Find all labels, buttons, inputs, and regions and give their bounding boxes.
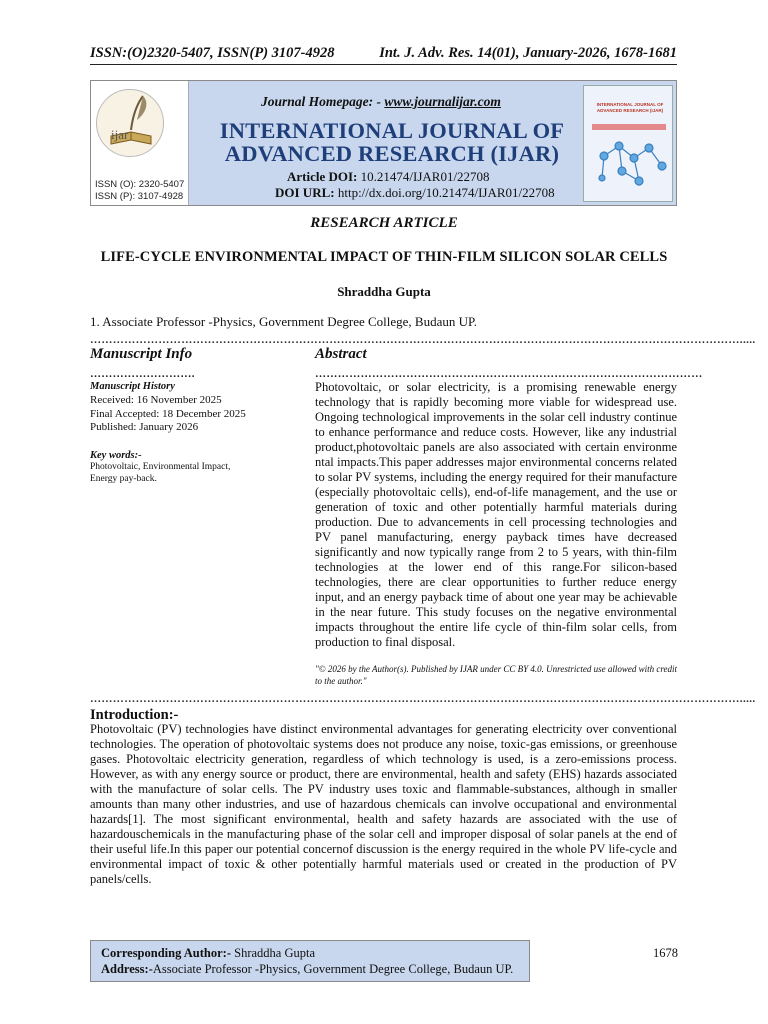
article-doi-value: 10.21474/IJAR01/22708 — [360, 169, 490, 184]
abstract-heading: Abstract — [315, 346, 367, 362]
logo-issn-print: ISSN (P): 3107-4928 — [95, 191, 184, 202]
journal-homepage — [261, 94, 501, 110]
homepage-link[interactable]: www.journalijar.com — [384, 94, 501, 109]
homepage-label: Journal Homepage: - — [261, 94, 385, 109]
doi-url-link[interactable]: http://dx.doi.org/10.21474/IJAR01/22708 — [337, 185, 555, 200]
published-date: Published: January 2026 — [90, 421, 199, 433]
journal-cover-thumbnail — [583, 85, 673, 202]
cover-title: INTERNATIONAL JOURNAL OF ADVANCED RESEARCH (IJAR) — [596, 102, 664, 113]
journal-banner — [90, 80, 677, 206]
doi-url — [275, 185, 555, 201]
abstract-text: Photovoltaic, or solar electricity, is a promising renewable energy technology that is rapidly becoming more viable for widespread use. Ongoing technological improvements in the solar cell industry continue to enhance performance and reduce costs. However, like any industrial product,photovoltaic panels are also associated with certain environme ntal impacts.This paper addresses major environmental concerns related to solar PV systems, including the energy required for their manufacture (especially photovoltaic cells), end-of-life management, and the use or generation of toxic and other potentially harmful materials during production. Due to advancements in cell processing technologies and PV panel manufacturing, energy payback times have decreased significantly and now typically range from 2 to 5 years, with thin-film technologies at the lower end of this range.For silicon-based technologies, there are clear opportunities to further reduce energy input, and an energy payback time of about one year may be achievable in the near future. This study focuses on the negative environmental impacts throughout the entire life cycle of thin-film solar cells, from production to final disposal. — [315, 380, 677, 649]
author-affiliation: 1. Associate Professor -Physics, Government Degree College, Budaun UP. — [90, 314, 478, 329]
header-citation: Int. J. Adv. Res. 14(01), January-2026, 1678-1681 — [379, 45, 677, 61]
logo-text: ijar — [111, 127, 129, 142]
introduction-heading: Introduction:- — [90, 707, 179, 723]
accepted-date: Final Accepted: 18 December 2025 — [90, 408, 246, 420]
author-name: Shraddha Gupta — [337, 284, 431, 299]
manuscript-info-heading: Manuscript Info — [90, 346, 193, 362]
header-rule — [90, 64, 677, 65]
abstract-dots: ………………………………………………………………………………………… — [315, 368, 703, 380]
received-date: Received: 16 November 2025 — [90, 394, 222, 406]
copyright-notice: "© 2026 by the Author(s). Published by IJAR under CC BY 4.0. Unrestricted use allowed with credit to the author." — [315, 664, 677, 686]
article-doi — [287, 169, 490, 185]
corresponding-author-box — [90, 940, 530, 982]
address-value: Associate Professor -Physics, Government Degree College, Budaun UP. — [152, 962, 514, 976]
corresponding-author-line — [101, 945, 519, 961]
page-number: 1678 — [653, 946, 678, 960]
address-label: Address:- — [101, 962, 153, 976]
running-header — [90, 45, 677, 65]
paper-title: LIFE-CYCLE ENVIRONMENTAL IMPACT OF THIN-FILM SILICON SOLAR CELLS — [100, 249, 668, 265]
logo-issn-online: ISSN (O): 2320-5407 — [95, 179, 185, 190]
journal-title — [219, 119, 565, 165]
manuscript-history-label: Manuscript History — [90, 381, 175, 392]
corresponding-author-name: Shraddha Gupta — [231, 946, 316, 960]
doi-url-label: DOI URL: — [275, 185, 335, 200]
keywords-line-1: Photovoltaic, Environmental Impact, — [90, 462, 231, 472]
header-issn: ISSN:(O)2320-5407, ISSN(P) 3107-4928 — [90, 45, 335, 61]
quill-book-icon — [97, 90, 165, 158]
journal-logo-panel — [91, 81, 189, 205]
article-doi-label: Article DOI: — [287, 169, 358, 184]
journal-title-line2: ADVANCED RESEARCH (IJAR) — [224, 141, 560, 166]
molecule-graphic-icon — [584, 86, 674, 203]
dotted-divider-top: ………………………………………………………………………………………………………………………………………………………..... — [90, 334, 756, 346]
introduction-text: Photovoltaic (PV) technologies have distinct environmental advantages for generating electricity over conventional technologies. The operation of photovoltaic systems does not produce any noise, toxic-gas emissions, or greenhouse gases. Photovoltaic electricity generation, regardless of which technology is used, is a zero-emissions process. However, as with any energy source or product, there are environmental, health and safety (EHS) hazards associated with the manufacture of solar cells. The PV industry uses toxic and flammable-substances, although in smaller amounts than many other industries, and use of hazardous chemicals can involve occupational and environmental hazards[1]. The most significant environmental, health and safety hazards are associated with the use of hazardouschemicals in the manufacturing phase of the solar cell and improper disposal of solar panels at the end of their useful life.In this paper our potential concernof discussion is the energy required in the whole PV life-cycle and environmental impact of toxic & other potentially harmful materials used or created in the production of PV panels/cells. — [90, 722, 677, 887]
address-line — [101, 961, 519, 977]
journal-title-line1: INTERNATIONAL JOURNAL OF — [219, 118, 565, 143]
ijar-logo — [96, 89, 164, 157]
corresponding-author-label: Corresponding Author:- — [101, 946, 231, 960]
keywords-label: Key words:- — [90, 450, 142, 461]
article-type: RESEARCH ARTICLE — [310, 215, 458, 231]
manuscript-info-dots: ………………………. — [90, 368, 195, 380]
dotted-divider-bottom: ………………………………………………………………………………………………………………………………………………………..... — [90, 693, 756, 705]
keywords-line-2: Energy pay-back. — [90, 474, 157, 484]
